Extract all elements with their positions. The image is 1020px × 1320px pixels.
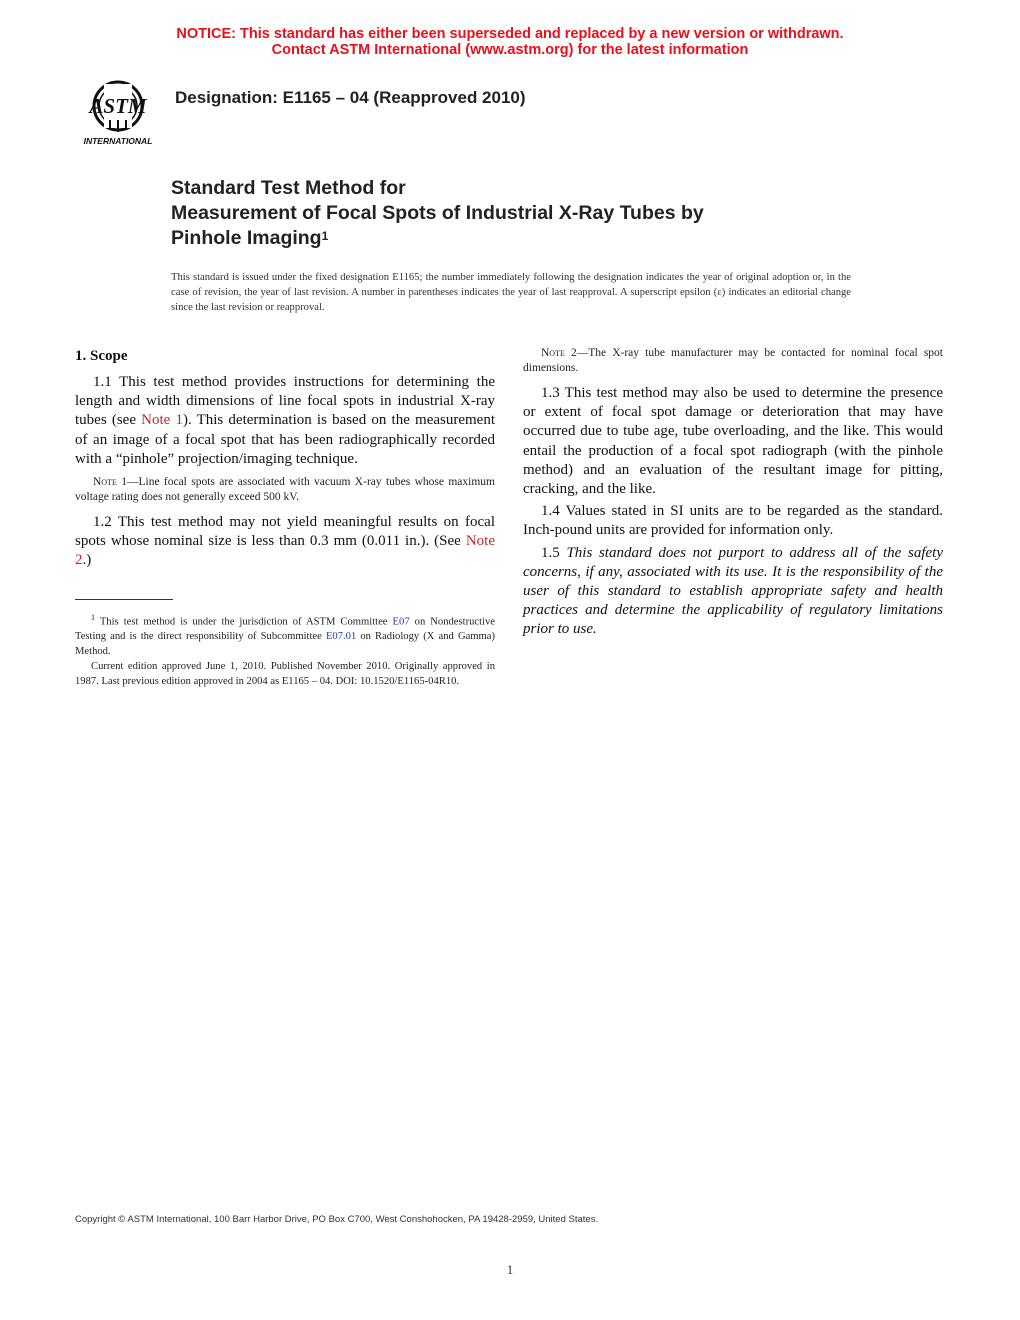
note-1: Note 1—Line focal spots are associated with vacuum X-ray tubes whose maximum voltage rating does not generally exceed 500 kV.: [75, 476, 495, 504]
copyright: Copyright © ASTM International, 100 Barr Harbor Drive, PO Box C700, West Conshohocken, PA 19428-2959, United States.: [75, 1214, 599, 1225]
svg-text:ASTM: ASTM: [89, 94, 147, 118]
footnote-edition: Current edition approved June 1, 2010. Published November 2010. Originally approved in 1987. Last previous edition approved in 2004 as E1165 – 04. DOI: 10.1520/E1165-04R10.: [75, 661, 495, 688]
title-line-1: Standard Test Method for: [171, 177, 406, 199]
issue-statement: This standard is issued under the fixed designation E1165; the number immediately following the designation indicates the year of original adoption or, in the case of revision, the year of last revision. A number in parentheses indicates the year of last reapproval. A superscript epsilon (ε) indicates an editorial change since the last revision or reapproval.: [171, 272, 851, 313]
notice-line-1: NOTICE: This standard has either been superseded and replaced by a new version or withdrawn.: [176, 26, 844, 42]
svg-text:INTERNATIONAL: INTERNATIONAL: [83, 136, 153, 146]
right-column: [523, 346, 943, 643]
notice-line-2: Contact ASTM International (www.astm.org) for the latest information: [271, 42, 749, 58]
committee-e07-link[interactable]: E07: [392, 616, 410, 628]
footnote-divider: [75, 599, 173, 600]
note-2-label: Note 2: [541, 347, 577, 359]
paragraph-1-5: 1.5 This standard does not purport to address all of the safety concerns, if any, associated with its use. It is the responsibility of the user of this standard to establish appropriate safety and health practices and determine the applicability of regulatory limitations prior to use.: [523, 544, 944, 638]
document-title: [171, 176, 891, 251]
note-1-link[interactable]: Note 1: [141, 412, 183, 429]
note-1-label: Note 1: [93, 476, 127, 489]
paragraph-1-4: 1.4 Values stated in SI units are to be regarded as the standard. Inch-pound units are provided for information only.: [523, 503, 943, 539]
withdrawal-notice: [0, 26, 1020, 58]
note-2: Note 2—The X-ray tube manufacturer may be contacted for nominal focal spot dimensions.: [523, 347, 943, 374]
astm-logo: [76, 76, 160, 148]
paragraph-1-1: 1.1 This test method provides instructions for determining the length and width dimensions of line focal spots in industrial X-ray tubes (see Note 1). This determination is based on the measurement of an image of a focal spot that has been radiographically recorded with a “pinhole” projection/imaging technique.: [75, 374, 495, 467]
subcommittee-e0701-link[interactable]: E07.01: [325, 631, 357, 643]
designation: Designation: E1165 – 04 (Reapproved 2010): [175, 88, 526, 107]
footnote-mark: 1: [91, 612, 95, 622]
title-line-2: Measurement of Focal Spots of Industrial X-Ray Tubes by: [171, 202, 704, 224]
paragraph-1-2: 1.2 This test method may not yield meaningful results on focal spots whose nominal size is less than 0.3 mm (0.011 in.). (See Note 2.): [75, 514, 495, 569]
scope-heading: 1. Scope: [75, 348, 128, 364]
paragraph-1-3: 1.3 This test method may also be used to determine the presence or extent of focal spot damage or deterioration that may have occurred due to tube age, tube overloading, and the like. This would entail the production of a focal spot radiograph (with the pinhole method) and an evaluation of the resultant image for pitting, cracking, and the like.: [523, 385, 943, 498]
page-number: 1: [506, 1262, 514, 1277]
title-line-3: Pinhole Imaging: [171, 227, 322, 249]
footnote-1: $^1$ This test method is under the jurisdiction of ASTM Committee E07 on Nondestructive Testing and is the direct responsibility of Subcommittee E07.01 on Radiology (X and Gamma) Method.: [75, 612, 496, 658]
left-column: [75, 346, 495, 689]
note-2-link[interactable]: Note 2: [75, 533, 495, 569]
title-footnote-mark[interactable]: 1: [321, 229, 329, 243]
